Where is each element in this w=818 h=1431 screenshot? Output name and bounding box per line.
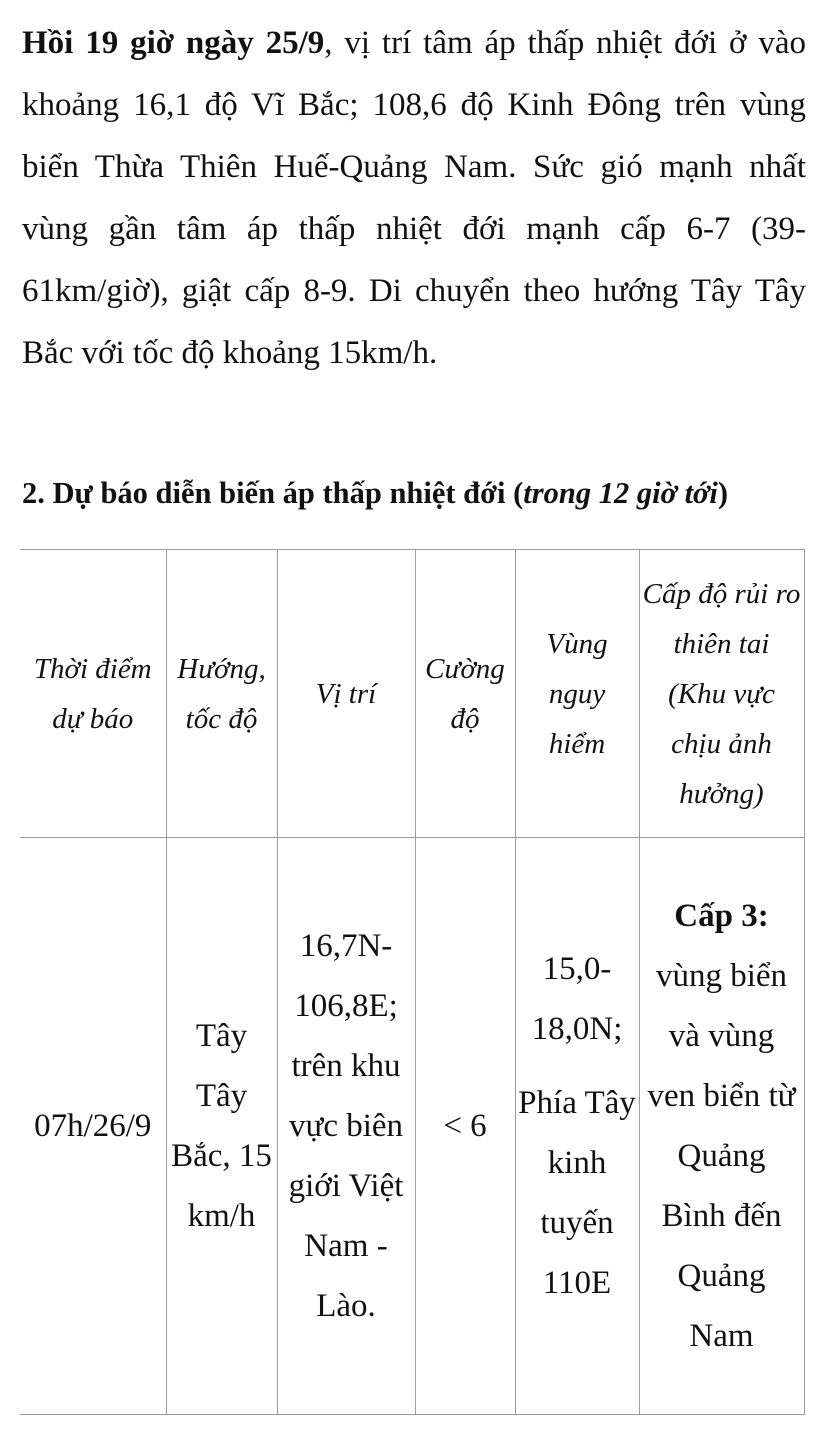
header-risk-level: Cấp độ rủi ro thiên tai (Khu vực chịu ảnh hưởng) xyxy=(639,550,804,838)
section-heading-text: 2. Dự báo diễn biến áp thấp nhiệt đới ( xyxy=(22,476,524,510)
header-intensity: Cường độ xyxy=(415,550,515,838)
risk-level-label: Cấp 3: xyxy=(674,898,769,934)
header-danger-zone: Vùng nguy hiểm xyxy=(515,550,639,838)
intro-lead-time: Hồi 19 giờ ngày 25/9 xyxy=(22,25,325,61)
danger-zone-coords: 15,0-18,0N; xyxy=(531,951,623,1047)
danger-zone-description: Phía Tây kinh tuyến 110E xyxy=(518,1085,636,1301)
cell-position: 16,7N-106,8E; trên khu vực biên giới Việt Nam - Lào. xyxy=(277,838,415,1415)
intro-text: , vị trí tâm áp thấp nhiệt đới ở vào khoảng 16,1 độ Vĩ Bắc; 108,6 độ Kinh Đông trên vùng biển Thừa Thiên Huế-Quảng Nam. Sức gió mạnh nhất vùng gần tâm áp thấp nhiệt đới mạnh cấp 6-7 (39-61km/giờ), giật cấp 8-9. Di chuyển theo hướng Tây Tây Bắc với tốc độ khoảng 15km/h. xyxy=(22,25,806,371)
section-heading-close: ) xyxy=(717,476,729,510)
cell-risk-level xyxy=(639,838,804,1415)
cell-time: 07h/26/9 xyxy=(20,838,166,1415)
section-heading-italic: trong 12 giờ tới xyxy=(523,476,718,510)
header-position: Vị trí xyxy=(277,550,415,838)
cell-danger-zone xyxy=(515,838,639,1415)
forecast-table xyxy=(20,549,805,1415)
table-row xyxy=(20,838,804,1415)
section-heading xyxy=(22,462,812,524)
table-header-row xyxy=(20,550,804,838)
intro-paragraph xyxy=(22,12,806,384)
cell-intensity: < 6 xyxy=(415,838,515,1415)
header-time: Thời điểm dự báo xyxy=(20,550,166,838)
header-direction: Hướng, tốc độ xyxy=(166,550,277,838)
cell-direction: Tây Tây Bắc, 15 km/h xyxy=(166,838,277,1415)
risk-area-text: vùng biển và vùng ven biển từ Quảng Bình đến Quảng Nam xyxy=(647,958,796,1354)
